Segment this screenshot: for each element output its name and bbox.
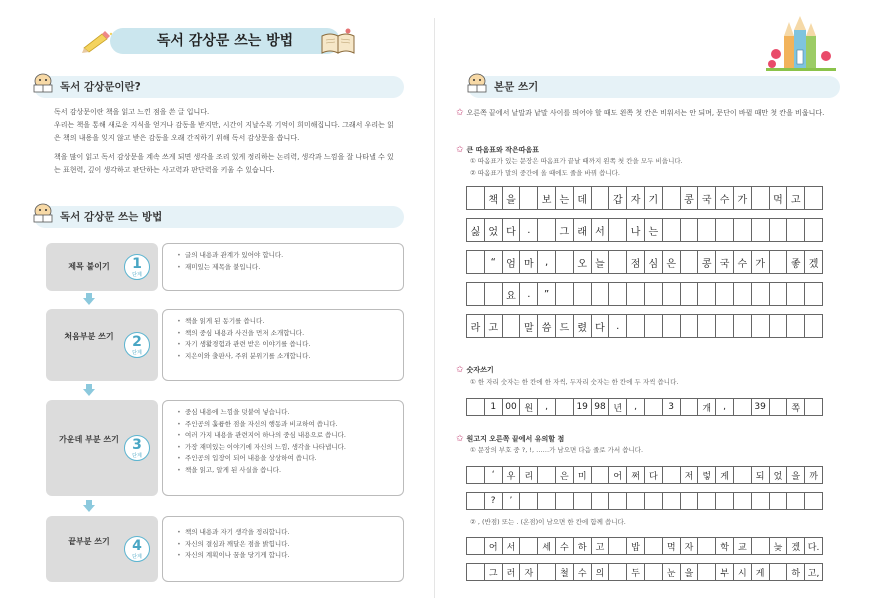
step-badge [124,536,150,562]
grid-cell [467,187,485,210]
grid-cell [467,538,485,555]
list-item: • 책을 읽게 된 동기를 씁니다. [177,316,395,328]
grid-cell: . [609,315,627,338]
grid-cell [698,538,716,555]
grid-cell: 그 [484,564,502,581]
grid-cell [520,493,538,510]
grid-cell: 말 [520,315,538,338]
step-unit: 단계 [132,554,142,560]
grid-cell: 의 [591,564,609,581]
grid-cell [680,219,698,242]
star-icon: ✩ [456,365,464,375]
arrow-down-icon [83,293,95,305]
grid-cell [805,399,823,416]
grid-cell: , [538,399,556,416]
open-book-icon [318,26,358,56]
note-text: ② , (반점) 또는 . (온점)이 남으면 한 칸에 함께 씁니다. [470,518,626,526]
list-item: • 책의 중심 내용과 사건을 먼저 소개합니다. [177,328,395,340]
section-title: 독서 감상문 쓰는 방법 [60,211,163,223]
grid-cell [627,493,645,510]
grid-cell: 자 [680,538,698,555]
grid-cell [751,283,769,306]
grid-cell [538,564,556,581]
grid-cell [751,219,769,242]
grid-cell [644,564,662,581]
grid-cell: 래 [573,219,591,242]
grid-cell: 기 [644,187,662,210]
section-heading [34,76,404,98]
grid-cell [502,315,520,338]
step-label: 제목 붙이기 [68,262,110,271]
grid-cell [609,538,627,555]
intro-paragraph-3: 책을 많이 읽고 독서 감상문을 계속 쓰게 되면 생각을 조리 있게 정리하는 논리력, 생각과 느낌을 잘 나타낼 수 있는 표현력, 깊이 생각하고 판단하는 사고력과 판단력을 키울 수 있습니다. [54,153,394,174]
subsection-heading [456,433,564,445]
grid-cell [769,315,787,338]
grid-cell: 국 [716,251,734,274]
grid-cell [609,219,627,242]
step-label: 가운데 부분 쓰기 [59,435,119,444]
grid-cell: 개 [698,399,716,416]
grid-cell [538,467,556,484]
grid-cell [751,538,769,555]
grid-cell: ‘ [484,467,502,484]
note-text: ① 따옴표가 있는 문장은 따옴표가 끝날 때까지 왼쪽 첫 칸을 모두 비웁니다. [470,157,683,165]
grid-cell: “ [484,251,502,274]
grid-cell [733,399,751,416]
list-item: • 주인공의 훌륭한 점을 자신의 행동과 비교하여 씁니다. [177,419,395,431]
grid-cell [787,315,805,338]
grid-cell [787,283,805,306]
grid-cell: 렇 [698,467,716,484]
grid-cell: 리 [520,467,538,484]
grid-cell: 가 [733,187,751,210]
grid-cell [733,219,751,242]
grid-cell: 시 [733,564,751,581]
section-title: 독서 감상문이란? [60,81,141,93]
step-label: 처음부분 쓰기 [64,332,114,341]
grid-cell [787,219,805,242]
step-1-box [46,243,158,291]
list-item: • 자신의 계획이나 꿈을 당기게 합니다. [177,550,395,562]
grid-cell: 갑 [609,187,627,210]
section-heading [34,206,404,228]
grid-cell: ? [484,493,502,510]
grid-cell: 자 [520,564,538,581]
grid-cell: 3 [662,399,680,416]
grid-cell: 다 [502,219,520,242]
grid-cell: 수 [573,564,591,581]
grid-cell [698,219,716,242]
grid-cell: 서 [502,538,520,555]
grid-cell: 을 [787,467,805,484]
step-unit: 단계 [132,272,142,278]
arrow-down-icon [83,500,95,512]
grid-cell: 엄 [502,251,520,274]
grid-cell [538,219,556,242]
grid-cell: 원 [520,399,538,416]
grid-cell: 드 [555,315,573,338]
grid-cell: 그 [555,219,573,242]
grid-cell: 밥 [627,538,645,555]
grid-cell: 는 [555,187,573,210]
reading-mascot-icon [30,202,56,224]
grid-cell: 은 [555,467,573,484]
step-number: 2 [132,334,142,350]
step-number: 1 [132,256,142,272]
grid-cell [555,399,573,416]
grid-cell: 1 [484,399,502,416]
grid-cell [733,493,751,510]
note-text: ① 한 자리 숫자는 한 칸에 한 자씩, 두자리 숫자는 한 칸에 두 자씩 씁니다. [470,378,679,386]
section-heading [468,76,840,98]
grid-cell [716,493,734,510]
grid-cell: 저 [680,467,698,484]
grid-cell: 러 [502,564,520,581]
grid-cell: 책 [484,187,502,210]
grid-cell: 하 [787,564,805,581]
grid-cell [520,187,538,210]
grid-cell: 두 [627,564,645,581]
grid-cell: 게 [751,564,769,581]
grid-cell [644,399,662,416]
grid-cell [609,493,627,510]
step-number: 3 [132,437,142,453]
grid-cell: 렸 [573,315,591,338]
grid-cell: 까 [805,467,823,484]
grid-cell [609,251,627,274]
list-item: • 지은이와 출판사, 주위 분위기를 소개합니다. [177,351,395,363]
grid-cell [769,399,787,416]
grid-cell: 년 [609,399,627,416]
grid-cell [680,399,698,416]
grid-cell: 학 [716,538,734,555]
grid-cell [805,493,823,510]
grid-cell [751,315,769,338]
grid-cell [662,219,680,242]
section-title: 본문 쓰기 [494,81,539,93]
star-icon: ✩ [456,434,464,444]
grid-cell: 되 [751,467,769,484]
grid-cell: 콩 [680,187,698,210]
intro-paragraph-1: 독서 감상문이란 책을 읽고 느낀 점을 쓴 글 입니다. [54,108,210,116]
grid-cell: 국 [698,187,716,210]
grid-cell: 고 [484,315,502,338]
grid-cell: 다. [805,538,823,555]
grid-cell [805,283,823,306]
grid-cell: 미 [573,467,591,484]
grid-cell [484,283,502,306]
grid-cell [769,564,787,581]
manuscript-grid-quotes [466,186,823,338]
grid-cell: 하 [573,538,591,555]
subsection-title: 숫자쓰기 [466,366,494,374]
grid-cell [680,283,698,306]
step-label: 끝부분 쓰기 [68,537,110,546]
grid-cell: 39 [751,399,769,416]
grid-cell: ” [538,283,556,306]
rule-item [456,107,846,119]
grid-cell [555,251,573,274]
grid-cell: 라 [467,315,485,338]
list-item: • 자신의 결심과 깨달은 점을 밝힙니다. [177,539,395,551]
grid-cell [467,399,485,416]
grid-cell: . [520,283,538,306]
star-icon: ✩ [456,145,464,155]
grid-cell [555,283,573,306]
grid-cell: 먹 [769,187,787,210]
subsection-title: 큰 따옴표와 작은따옴표 [466,146,540,154]
grid-cell: 을 [502,187,520,210]
grid-cell: ’ [502,493,520,510]
grid-cell: 세 [538,538,556,555]
grid-cell [609,564,627,581]
grid-cell: 씀 [538,315,556,338]
grid-cell [467,493,485,510]
step-badge [124,435,150,461]
list-item: • 주인공의 입장이 되어 내용을 상상하여 씁니다. [177,453,395,465]
grid-cell [769,251,787,274]
manuscript-grid-numbers [466,398,823,416]
grid-cell: 수 [716,187,734,210]
grid-cell [538,493,556,510]
arrow-down-icon [83,384,95,396]
grid-cell [698,493,716,510]
grid-cell [644,538,662,555]
grid-cell [573,493,591,510]
grid-cell: 수 [733,251,751,274]
grid-cell [627,315,645,338]
manuscript-grid-commas [466,537,823,581]
step-1-details [162,243,404,291]
reading-mascot-icon [30,72,56,94]
grid-cell: 었 [769,467,787,484]
grid-cell: 고, [805,564,823,581]
note-text: ② 따옴표가 말의 중간에 올 때에도 줄을 바꿔 씁니다. [470,169,621,177]
grid-cell: 부 [716,564,734,581]
step-badge [124,332,150,358]
grid-cell [769,219,787,242]
list-item: • 여러 가지 내용을 관련지어 하나의 중심 내용으로 씁니다. [177,430,395,442]
grid-cell [716,283,734,306]
grid-cell: 19 [573,399,591,416]
grid-cell [644,283,662,306]
grid-cell: 고 [591,538,609,555]
grid-cell [805,219,823,242]
grid-cell: 늦 [769,538,787,555]
grid-cell [591,283,609,306]
grid-cell: 점 [627,251,645,274]
grid-cell [680,493,698,510]
grid-cell [591,187,609,210]
step-unit: 단계 [132,453,142,459]
rule-text: 오른쪽 끝에서 낱말과 낱말 사이를 띄어야 할 때도 왼쪽 첫 칸은 비워서는 안 되며, 문단이 바뀔 때만 첫 칸을 비웁니다. [466,109,825,117]
grid-cell [573,283,591,306]
grid-cell: 다 [591,315,609,338]
grid-cell: 98 [591,399,609,416]
list-item: • 중심 내용에 느낌을 덧붙여 넣습니다. [177,407,395,419]
pencil-house-icon [762,14,840,74]
grid-cell [787,493,805,510]
grid-cell [805,315,823,338]
grid-cell: 쪽 [787,399,805,416]
grid-cell [733,315,751,338]
grid-cell [698,564,716,581]
step-4-details [162,516,404,582]
manuscript-grid-marks [466,466,823,510]
grid-cell: 심 [644,251,662,274]
grid-cell: 다 [644,467,662,484]
grid-cell [467,283,485,306]
grid-cell [520,538,538,555]
grid-cell: , [538,251,556,274]
grid-cell: 자 [627,187,645,210]
grid-cell [698,283,716,306]
grid-cell [644,315,662,338]
grid-cell [805,187,823,210]
list-item: • 가장 재미있는 이야기에 자신의 느낌, 생각을 나타냅니다. [177,442,395,454]
grid-cell [751,493,769,510]
grid-cell: 콩 [698,251,716,274]
grid-cell [467,467,485,484]
note-text: ① 문장의 부호 중 ?, !, ……가 남으면 다음 줄로 가서 씁니다. [470,446,644,454]
grid-cell [716,219,734,242]
step-4-box [46,516,158,582]
step-2-details [162,309,404,381]
grid-cell [662,283,680,306]
grid-cell: 쩌 [627,467,645,484]
list-item: • 책의 내용과 자기 생각을 정리합니다. [177,527,395,539]
grid-cell: 우 [502,467,520,484]
grid-cell: 교 [733,538,751,555]
step-3-box [46,400,158,496]
grid-cell [680,251,698,274]
reading-mascot-icon [464,72,490,94]
list-item: • 책을 읽고, 알게 된 사실을 씁니다. [177,465,395,477]
subsection-heading [456,364,494,376]
grid-cell: 철 [555,564,573,581]
grid-cell: 눈 [662,564,680,581]
grid-cell [662,315,680,338]
grid-cell [467,564,485,581]
grid-cell [555,493,573,510]
grid-cell: 오 [573,251,591,274]
grid-cell [733,283,751,306]
list-item: • 자기 생활경험과 관련 받은 이야기를 씁니다. [177,339,395,351]
list-item: • 재미있는 제목을 붙입니다. [177,262,395,274]
grid-cell [467,251,485,274]
step-unit: 단계 [132,350,142,356]
grid-cell: 수 [555,538,573,555]
grid-cell [627,283,645,306]
grid-cell [591,493,609,510]
grid-cell: . [520,219,538,242]
grid-cell: 마 [520,251,538,274]
grid-cell [698,315,716,338]
grid-cell: 싫 [467,219,485,242]
grid-cell: , [627,399,645,416]
grid-cell [609,283,627,306]
grid-cell: 을 [680,564,698,581]
grid-cell [680,315,698,338]
grid-cell [662,493,680,510]
grid-cell [751,187,769,210]
grid-cell [662,467,680,484]
grid-cell: 었 [484,219,502,242]
list-item: • 글의 내용과 관계가 있어야 합니다. [177,250,395,262]
step-2-box [46,309,158,381]
grid-cell [591,467,609,484]
page-title: 독서 감상문 쓰는 방법 [110,28,340,54]
grid-cell [644,493,662,510]
grid-cell: 요 [502,283,520,306]
grid-cell: , [716,399,734,416]
grid-cell: 00 [502,399,520,416]
grid-cell: 겠 [787,538,805,555]
grid-cell: 고 [787,187,805,210]
grid-cell: 어 [484,538,502,555]
grid-cell [662,187,680,210]
grid-cell: 게 [716,467,734,484]
page-divider [434,18,435,598]
grid-cell: 서 [591,219,609,242]
grid-cell: 늘 [591,251,609,274]
subsection-title: 원고지 오른쪽 끝에서 유의할 점 [466,435,565,443]
grid-cell [733,467,751,484]
grid-cell: 어 [609,467,627,484]
grid-cell: 나 [627,219,645,242]
grid-cell: 는 [644,219,662,242]
grid-cell: 가 [751,251,769,274]
grid-cell: 겠 [805,251,823,274]
grid-cell: 좋 [787,251,805,274]
star-icon: ✩ [456,108,464,118]
grid-cell: 데 [573,187,591,210]
grid-cell: 보 [538,187,556,210]
grid-cell: 먹 [662,538,680,555]
intro-paragraph-2: 우리는 책을 통해 새로운 지식을 얻거나 감동을 받지만, 시간이 지날수록 기억이 희미해집니다. 그래서 우리는 읽은 책의 내용을 잊지 않고 받은 감동을 오래 간직하기 위해 독서 감상문을 씁니다. [54,121,394,142]
step-3-details [162,400,404,496]
step-badge [124,254,150,280]
grid-cell [769,493,787,510]
step-number: 4 [132,538,142,554]
subsection-heading [456,144,539,156]
grid-cell [769,283,787,306]
grid-cell: 은 [662,251,680,274]
grid-cell [716,315,734,338]
